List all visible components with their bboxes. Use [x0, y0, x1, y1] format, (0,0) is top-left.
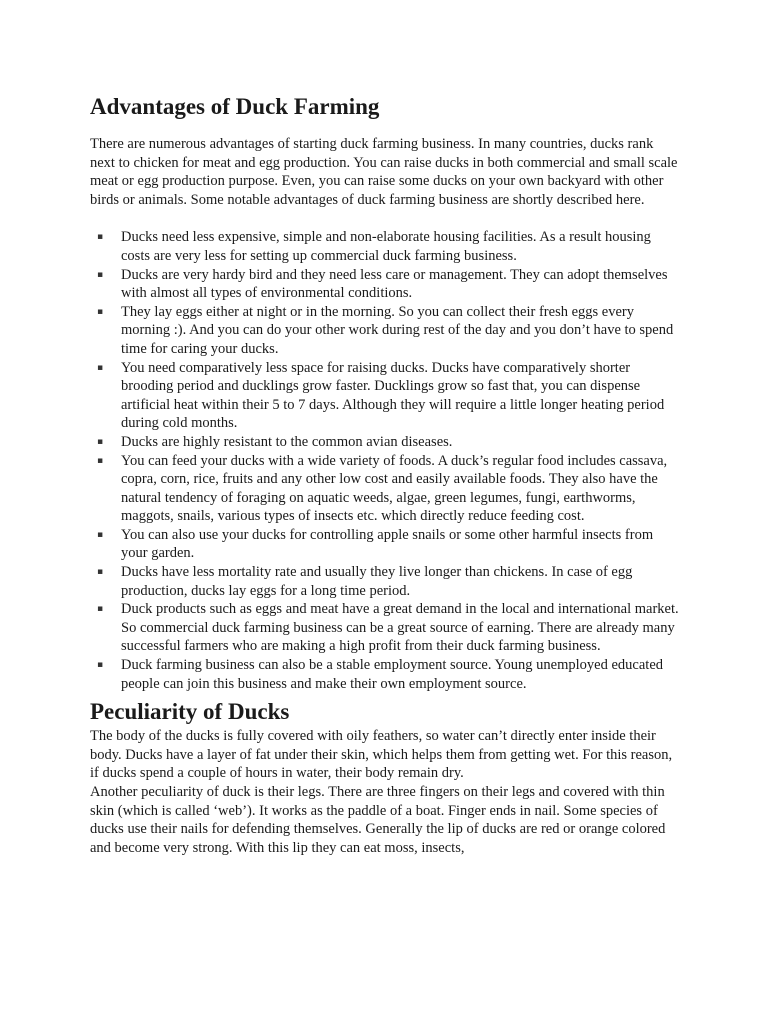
list-item	[90, 433, 680, 452]
list-item-text: Ducks are highly resistant to the common avian diseases.	[121, 433, 453, 450]
list-item	[90, 656, 680, 693]
list-item-text: Ducks are very hardy bird and they need less care or management. They can adopt themselves with almost all types of environmental conditions.	[121, 266, 668, 302]
list-item-text: Duck products such as eggs and meat have a great demand in the local and international market. So commercial duck farming business can be a great source of earning. There are already many successful farmers who are making a high profit from their duck farming business.	[121, 601, 679, 655]
peculiarity-paragraph-2: Another peculiarity of duck is their legs. There are three fingers on their legs and covered with thin skin (which is called ‘web’). It works as the paddle of a boat. Finger ends in nail. Some species of ducks use their nails for defending themselves. Generally the lip of ducks are red or orange colored and become very strong. With this lip they can eat moss, insects,	[90, 784, 666, 856]
list-item-text: You can feed your ducks with a wide variety of foods. A duck’s regular food includes cassava, copra, corn, rice, fruits and any other low cost and easily available foods. They also have the natural tendency of foraging on aquatic weeds, algae, green legumes, fungi, earthworms, maggots, snails, various types of insects etc. which directly reduce feeding cost.	[121, 452, 668, 525]
peculiarity-paragraph-1-line1: The body of the ducks is fully covered with oily feathers, so water can’t directly enter inside	[90, 728, 626, 745]
list-item-text: They lay eggs either at night or in the morning. So you can collect their fresh eggs every morning :). And you can do your other work during rest of the day and you don’t have to spend time for caring your ducks.	[121, 303, 674, 357]
bullet-icon: ▪	[97, 604, 104, 615]
bullet-icon: ▪	[97, 362, 104, 373]
list-item	[90, 266, 680, 303]
advantages-list	[90, 228, 680, 693]
list-item	[90, 303, 680, 359]
peculiarity-paragraph-1-rest: their body. Ducks have a layer of fat under their skin, which helps them from getting wet. For this reason, if ducks spend a couple of hours in water, their body remain dry.	[90, 728, 673, 782]
list-item-text: Ducks have less mortality rate and usually they live longer than chickens. In case of egg production, ducks lay eggs for a long time period.	[121, 564, 633, 599]
list-item	[90, 228, 680, 265]
list-item	[90, 563, 680, 600]
bullet-icon: ▪	[97, 436, 104, 447]
bullet-icon: ▪	[97, 455, 104, 466]
list-item-text: Duck farming business can also be a stable employment source. Young unemployed educated people can join this business and make their own employment source.	[121, 657, 664, 692]
list-item	[90, 526, 680, 563]
section-title-peculiarity: Peculiarity of Ducks	[90, 699, 290, 725]
list-item	[90, 359, 680, 433]
bullet-icon: ▪	[97, 232, 104, 243]
document-page	[90, 92, 680, 857]
section-title-advantages: Advantages of Duck Farming	[90, 94, 380, 119]
peculiarity-paragraph-1	[90, 727, 680, 783]
intro-paragraph: There are numerous advantages of starting duck farming business. In many countries, ducks rank next to chicken for meat and egg production. You can raise ducks in both commercial and small scale meat or egg production purpose. Even, you can raise some ducks on your own backyard with other birds or animals. Some notable advantages of duck farming business are shortly described here.	[90, 136, 678, 208]
list-item-text: You can also use your ducks for controlling apple snails or some other harmful insects from your garden.	[121, 526, 654, 562]
list-item-text: You need comparatively less space for raising ducks. Ducks have comparatively shorter brooding period and ducklings grow faster. Ducklings grow so fast that, you can dispense artificial heat within their 5 to 7 days. Although they will require a little longer heating period during cold months.	[121, 359, 665, 432]
list-item	[90, 452, 680, 526]
bullet-icon: ▪	[97, 660, 104, 671]
bullet-icon: ▪	[97, 306, 104, 317]
list-item-text: Ducks need less expensive, simple and non-elaborate housing facilities. As a result housing costs are very less for setting up commercial duck farming business.	[121, 229, 651, 264]
bullet-icon: ▪	[97, 529, 104, 540]
bullet-icon: ▪	[97, 567, 104, 578]
list-item	[90, 600, 680, 656]
bullet-icon: ▪	[97, 269, 104, 280]
